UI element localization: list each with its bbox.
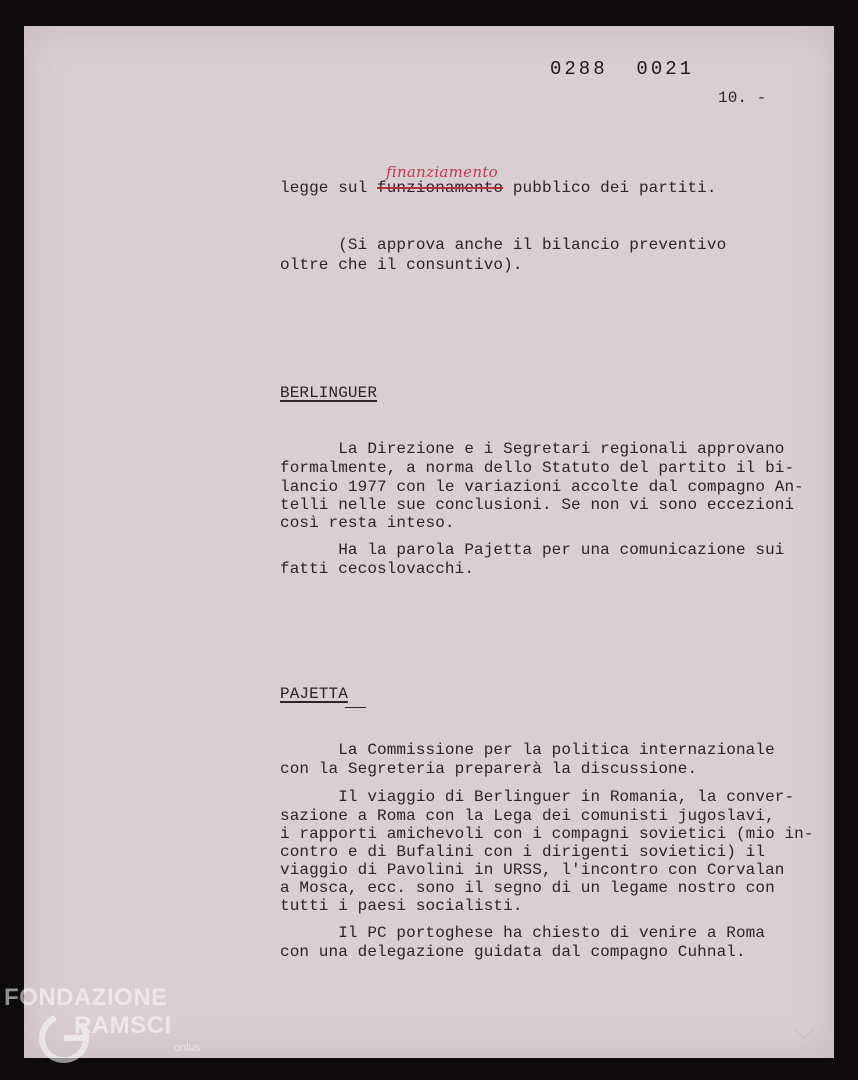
- pajetta-p2-line-5: viaggio di Pavolini in URSS, l'incontro con Corvalan: [280, 861, 785, 879]
- approval-line-1: (Si approva anche il bilancio preventivo: [280, 236, 727, 254]
- page-number: 10. -: [718, 89, 767, 107]
- pajetta-p2-line-6: a Mosca, ecc. sono il segno di un legame nostro con: [280, 879, 775, 897]
- page-corner: [794, 1018, 815, 1039]
- berlinguer-p2-line-2: fatti cecoslovacchi.: [280, 560, 475, 578]
- pajetta-p2-line-3: i rapporti amichevoli con i compagni sovietici (mio in-: [280, 825, 814, 843]
- watermark-line-3: onlus: [174, 1042, 201, 1054]
- pajetta-p2-line-2: sazione a Roma con la Lega dei comunisti jugoslavi,: [280, 807, 775, 825]
- berlinguer-line-4: telli nelle sue conclusioni. Se non vi sono eccezioni: [280, 496, 795, 514]
- watermark-line-2: RAMSCI: [74, 1012, 172, 1039]
- pajetta-p2-line-1: Il viaggio di Berlinguer in Romania, la conver-: [280, 788, 795, 806]
- pajetta-p3-line-2: con una delegazione guidata dal compagno Cuhnal.: [280, 943, 746, 961]
- pajetta-p2-line-7: tutti i paesi socialisti.: [280, 897, 523, 915]
- archive-number: 0288 0021: [550, 58, 695, 80]
- intro-line: [280, 179, 717, 198]
- speaker-heading-berlinguer: BERLINGUER: [280, 384, 378, 402]
- struck-word: funzionamento: [377, 179, 504, 197]
- berlinguer-line-3: lancio 1977 con le variazioni accolte dal compagno An-: [280, 478, 804, 496]
- pajetta-p3-line-1: Il PC portoghese ha chiesto di venire a Roma: [280, 924, 766, 942]
- pajetta-line-2: con la Segreteria preparerà la discussione.: [280, 760, 698, 778]
- document-page: [24, 26, 834, 1058]
- pajetta-line-1: La Commissione per la politica internazionale: [280, 741, 775, 759]
- berlinguer-line-1: La Direzione e i Segretari regionali approvano: [280, 440, 785, 458]
- pajetta-p2-line-4: contro e di Bufalini con i dirigenti sovietici) il: [280, 843, 766, 861]
- berlinguer-line-5: così resta inteso.: [280, 514, 455, 532]
- intro-after: pubblico dei partiti.: [503, 179, 717, 197]
- watermark-line-1: FONDAZIONE: [4, 984, 168, 1011]
- intro-before: legge sul: [280, 179, 378, 197]
- berlinguer-line-2: formalmente, a norma dello Statuto del partito il bi-: [280, 459, 795, 477]
- speaker-heading-pajetta: PAJETTA: [280, 685, 348, 703]
- approval-line-2: oltre che il consuntivo).: [280, 256, 523, 274]
- handwritten-correction: finanziamento: [386, 163, 498, 181]
- berlinguer-p2-line-1: Ha la parola Pajetta per una comunicazione sui: [280, 541, 785, 559]
- heading-underline-extension: [345, 707, 366, 708]
- fondazione-gramsci-watermark: [4, 984, 224, 1074]
